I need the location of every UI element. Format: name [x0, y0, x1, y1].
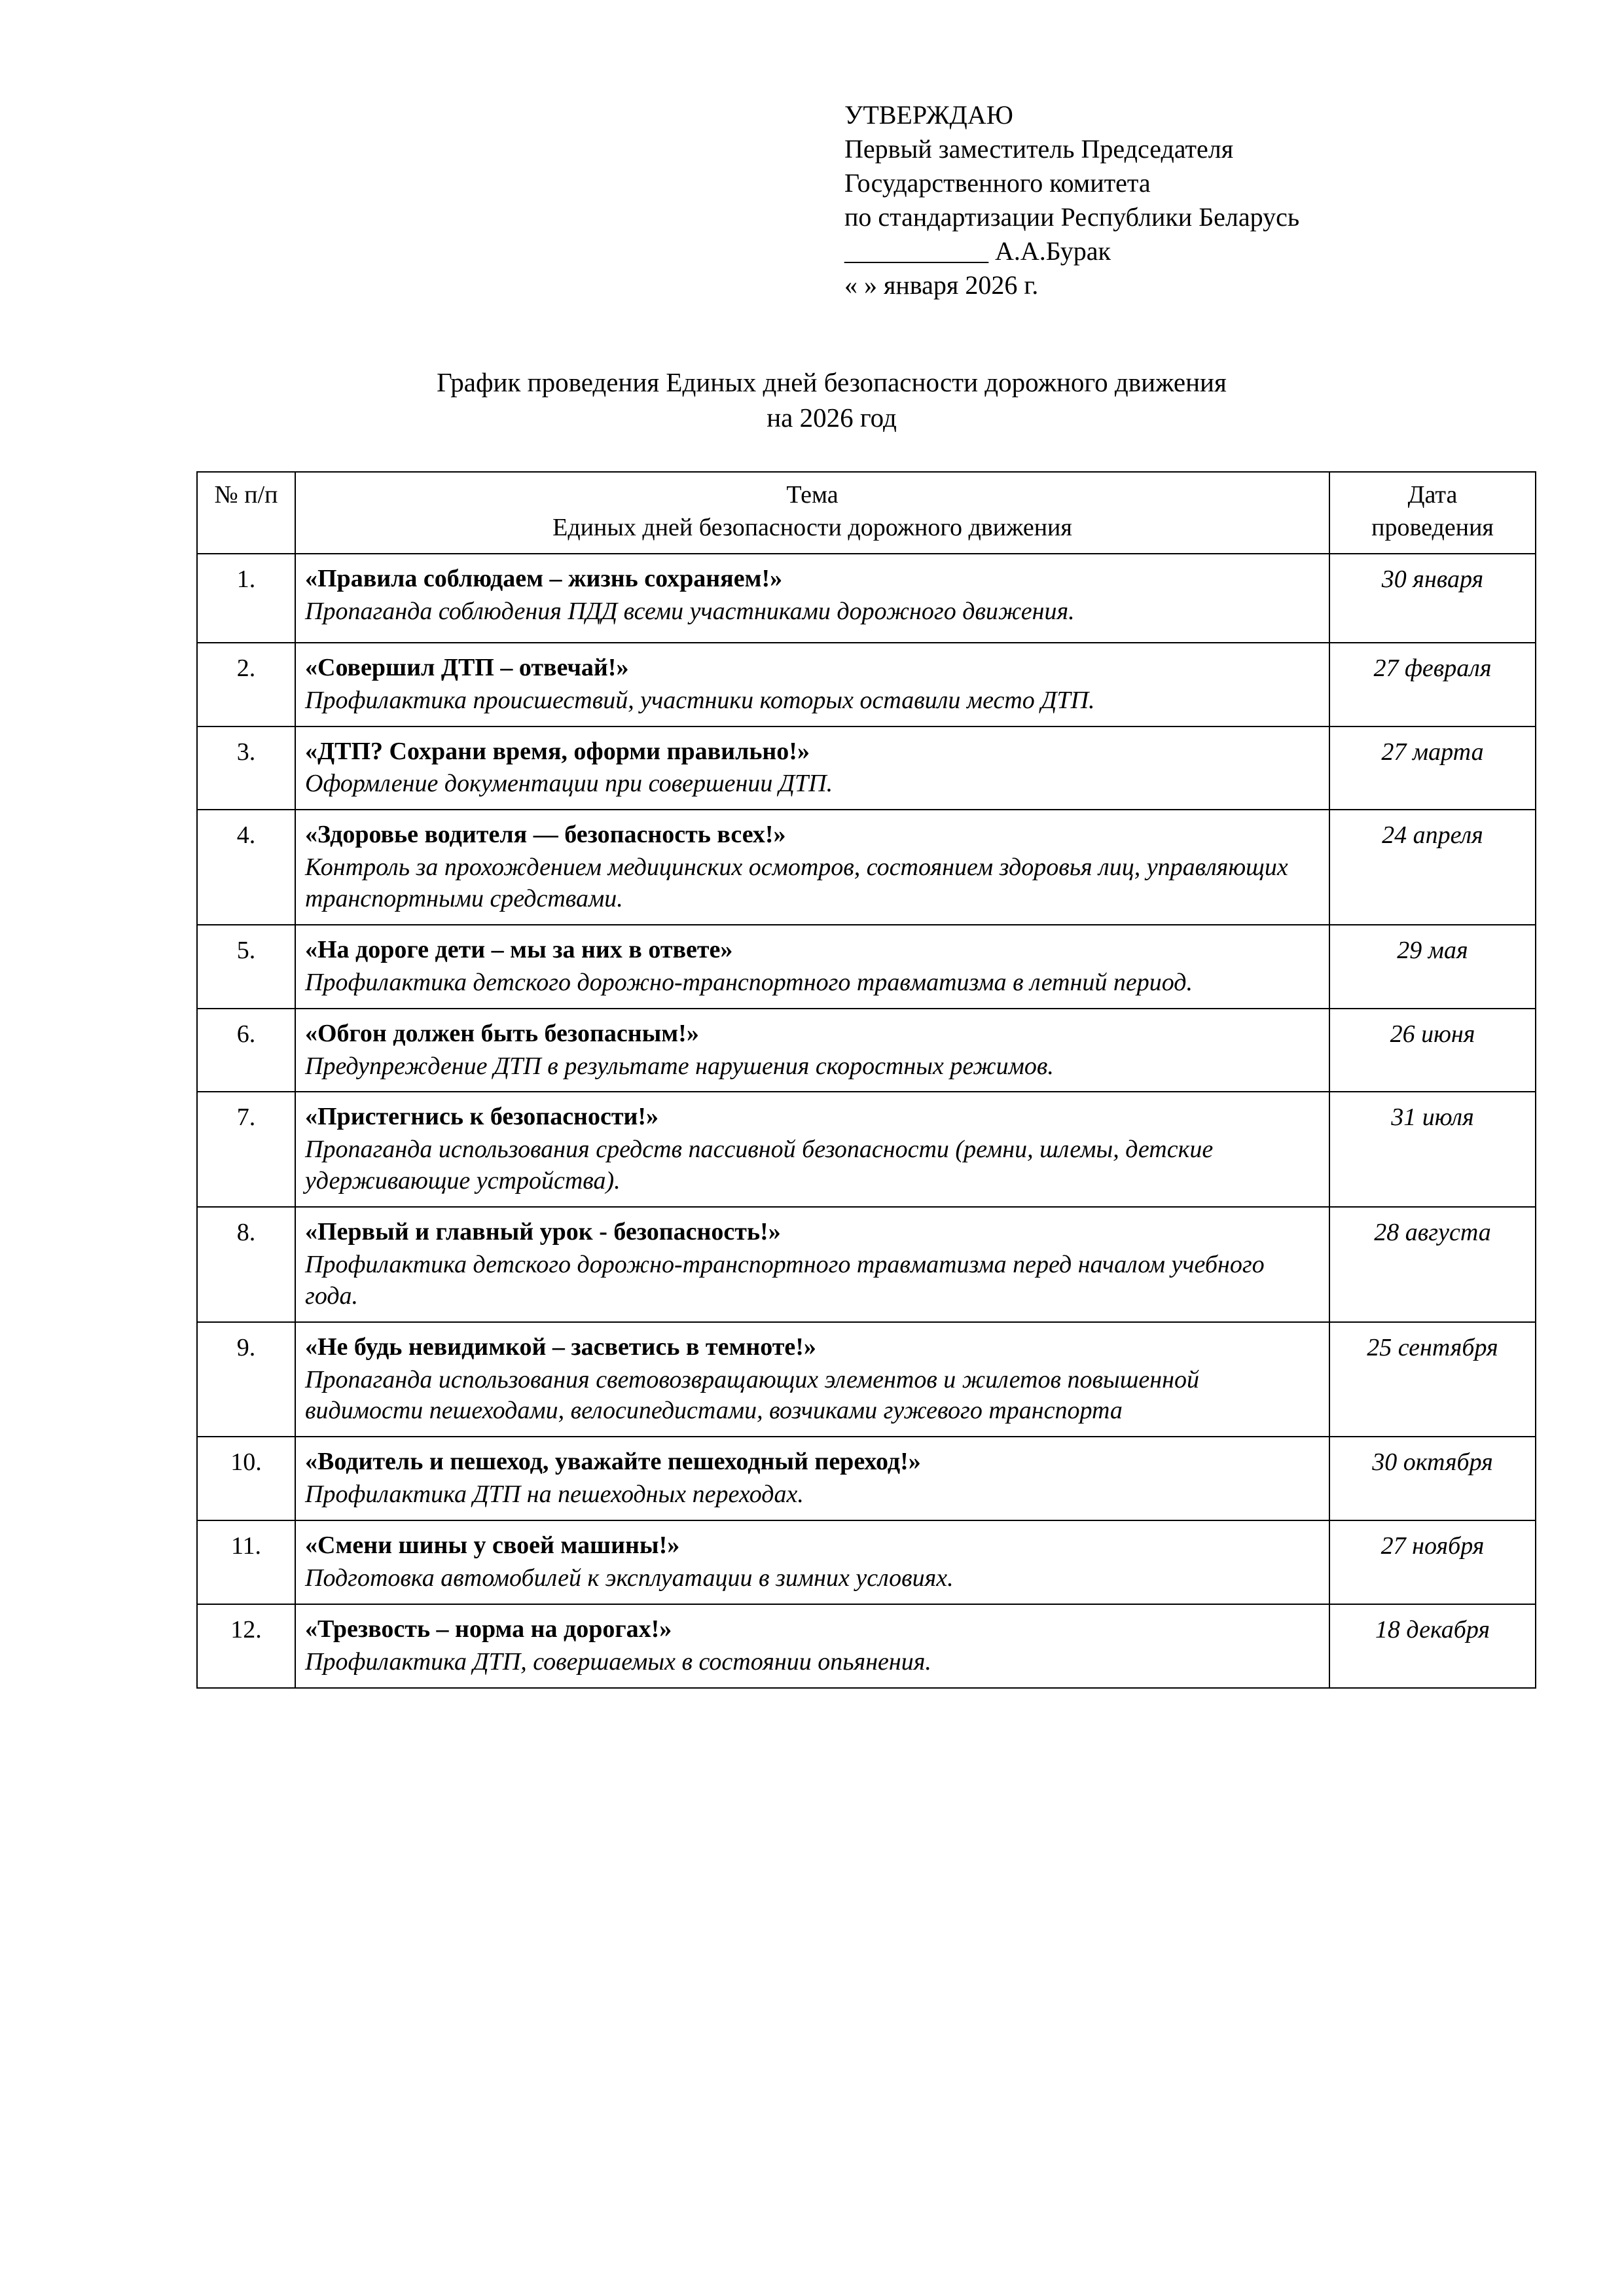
row-theme	[295, 1604, 1329, 1688]
row-theme-title: «Водитель и пешеход, уважайте пешеходный переход!»	[305, 1448, 921, 1476]
column-header-number-line-2: п/п	[244, 481, 278, 509]
approval-line-1: УТВЕРЖДАЮ	[844, 100, 1013, 130]
approval-signature-line: ___________ А.А.Бурак	[844, 236, 1111, 266]
table-row	[197, 643, 1536, 726]
row-number: 2.	[197, 643, 295, 726]
schedule-table	[196, 471, 1536, 1688]
table-row	[197, 1092, 1536, 1207]
table-header	[197, 472, 1536, 554]
row-theme-description: Пропаганда использования средств пассивной безопасности (ремни, шлемы, детские удерживающие устройства).	[305, 1136, 1214, 1195]
row-theme	[295, 1437, 1329, 1520]
row-theme-title: «ДТП? Сохрани время, оформи правильно!»	[305, 737, 810, 765]
row-theme-description: Профилактика ДТП на пешеходных переходах.	[305, 1480, 804, 1509]
table-row	[197, 1520, 1536, 1604]
row-date: 29 мая	[1329, 925, 1536, 1009]
row-number: 8.	[197, 1207, 295, 1322]
row-theme-title: «Смени шины у своей машины!»	[305, 1532, 680, 1559]
row-theme	[295, 1009, 1329, 1092]
row-theme-description: Профилактика происшествий, участники которых оставили место ДТП.	[305, 686, 1095, 714]
row-theme-title: «Правила соблюдаем – жизнь сохраняем!»	[305, 565, 783, 592]
row-date: 31 июля	[1329, 1092, 1536, 1207]
column-header-number-line-1: №	[214, 481, 238, 509]
row-date: 25 сентября	[1329, 1322, 1536, 1437]
row-theme-title: «Не будь невидимкой – засветись в темноте!»	[305, 1333, 816, 1361]
table-row	[197, 1322, 1536, 1437]
row-theme-description: Пропаганда использования световозвращающих элементов и жилетов повышенной видимости пешеходами, велосипедистами, возчиками гужевого транспорта	[305, 1365, 1199, 1425]
row-number: 6.	[197, 1009, 295, 1092]
row-theme	[295, 925, 1329, 1009]
table-row	[197, 1604, 1536, 1688]
column-header-theme	[295, 472, 1329, 554]
table-row	[197, 554, 1536, 643]
row-number: 5.	[197, 925, 295, 1009]
row-number: 12.	[197, 1604, 295, 1688]
row-number: 9.	[197, 1322, 295, 1437]
table-row	[197, 925, 1536, 1009]
row-theme-description: Предупреждение ДТП в результате нарушения скоростных режимов.	[305, 1052, 1054, 1080]
row-date: 18 декабря	[1329, 1604, 1536, 1688]
row-theme-description: Контроль за прохождением медицинских осмотров, состоянием здоровья лиц, управляющих транспортными средствами.	[305, 853, 1288, 912]
row-theme-description: Профилактика детского дорожно-транспортного травматизма в летний период.	[305, 968, 1193, 996]
table-row	[197, 726, 1536, 810]
row-theme-title: «На дороге дети – мы за них в ответе»	[305, 935, 733, 963]
row-theme	[295, 1092, 1329, 1207]
row-theme-description: Профилактика ДТП, совершаемых в состоянии опьянения.	[305, 1647, 931, 1676]
column-header-theme-line-1: Тема	[786, 481, 839, 509]
table-row	[197, 1207, 1536, 1322]
row-theme	[295, 1520, 1329, 1604]
row-number: 4.	[197, 810, 295, 925]
page-title	[190, 365, 1493, 435]
row-theme	[295, 726, 1329, 810]
row-date: 30 октября	[1329, 1437, 1536, 1520]
approval-line-4: по стандартизации Республики Беларусь	[844, 202, 1300, 232]
row-theme	[295, 810, 1329, 925]
row-theme-description: Оформление документации при совершении ДТП.	[305, 770, 833, 798]
approval-line-2: Первый заместитель Председателя	[844, 134, 1234, 164]
row-date: 27 марта	[1329, 726, 1536, 810]
row-date: 26 июня	[1329, 1009, 1536, 1092]
approval-block	[844, 98, 1493, 302]
row-theme	[295, 554, 1329, 643]
row-date: 27 февраля	[1329, 643, 1536, 726]
table-row	[197, 1437, 1536, 1520]
row-date: 30 января	[1329, 554, 1536, 643]
row-theme	[295, 1207, 1329, 1322]
row-theme	[295, 1322, 1329, 1437]
row-theme-title: «Первый и главный урок - безопасность!»	[305, 1218, 781, 1246]
row-theme-title: «Трезвость – норма на дорогах!»	[305, 1615, 672, 1643]
column-header-date-line-1: Дата	[1407, 481, 1458, 509]
row-number: 10.	[197, 1437, 295, 1520]
table-body	[197, 554, 1536, 1688]
row-number: 11.	[197, 1520, 295, 1604]
column-header-number	[197, 472, 295, 554]
row-number: 7.	[197, 1092, 295, 1207]
approval-date-line: « » января 2026 г.	[844, 270, 1039, 300]
page-title-line-1: График проведения Единых дней безопасности дорожного движения	[437, 367, 1227, 397]
table-row	[197, 810, 1536, 925]
row-theme-description: Пропаганда соблюдения ПДД всеми участниками дорожного движения.	[305, 597, 1075, 625]
row-date: 27 ноября	[1329, 1520, 1536, 1604]
row-theme-title: «Обгон должен быть безопасным!»	[305, 1019, 699, 1047]
row-theme-title: «Пристегнись к безопасности!»	[305, 1103, 659, 1131]
row-theme-title: «Совершил ДТП – отвечай!»	[305, 653, 629, 681]
column-header-date-line-2: проведения	[1371, 513, 1494, 541]
table-row	[197, 1009, 1536, 1092]
row-theme	[295, 643, 1329, 726]
row-theme-title: «Здоровье водителя — безопасность всех!»	[305, 821, 786, 849]
row-date: 24 апреля	[1329, 810, 1536, 925]
column-header-date	[1329, 472, 1536, 554]
row-theme-description: Профилактика детского дорожно-транспортного травматизма перед началом учебного года.	[305, 1250, 1265, 1310]
column-header-theme-line-2: Единых дней безопасности дорожного движения	[552, 513, 1072, 541]
row-theme-description: Подготовка автомобилей к эксплуатации в зимних условиях.	[305, 1564, 954, 1592]
page-title-line-2: на 2026 год	[767, 403, 897, 433]
approval-line-3: Государственного комитета	[844, 168, 1151, 198]
row-date: 28 августа	[1329, 1207, 1536, 1322]
row-number: 1.	[197, 554, 295, 643]
row-number: 3.	[197, 726, 295, 810]
